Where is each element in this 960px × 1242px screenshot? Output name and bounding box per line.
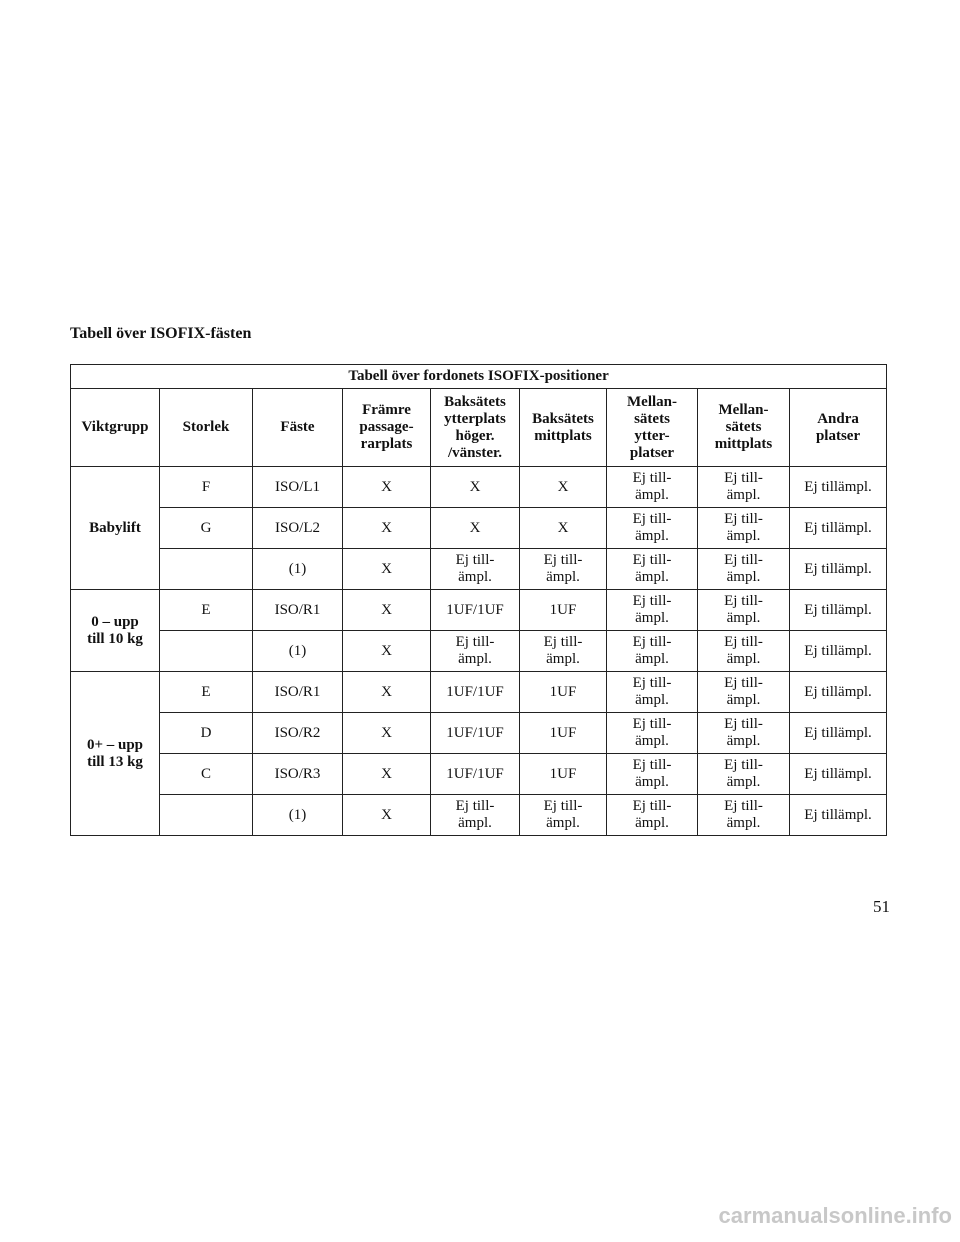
table-cell: E: [160, 672, 253, 713]
table-cell: Ej till- ämpl.: [698, 713, 790, 754]
table-cell: X: [343, 795, 431, 836]
column-header: Baksätets mittplats: [520, 389, 607, 467]
table-cell: Ej till- ämpl.: [607, 631, 698, 672]
table-row: [71, 467, 887, 508]
watermark-logo: carmanualsonline.info: [718, 1203, 952, 1228]
table-cell: G: [160, 508, 253, 549]
table-caption-row: [71, 365, 887, 389]
table-cell: Ej till- ämpl.: [607, 590, 698, 631]
table-cell: Ej till- ämpl.: [698, 631, 790, 672]
table-cell: X: [343, 549, 431, 590]
table-row: [71, 549, 887, 590]
table-header-row: [71, 389, 887, 467]
section-title: Tabell över ISOFIX-fästen: [70, 325, 252, 342]
table-cell: 1UF: [520, 713, 607, 754]
table-cell: 1UF: [520, 672, 607, 713]
table-cell: Ej till- ämpl.: [698, 467, 790, 508]
column-header: Baksätets ytterplats höger. /vänster.: [431, 389, 520, 467]
table-cell: D: [160, 713, 253, 754]
table-cell: [160, 795, 253, 836]
table-cell: Ej till- ämpl.: [698, 549, 790, 590]
table-cell: Ej till- ämpl.: [698, 795, 790, 836]
table-cell: Ej tillämpl.: [790, 508, 887, 549]
table-cell: X: [343, 631, 431, 672]
table-row: [71, 795, 887, 836]
table-cell: Ej tillämpl.: [790, 713, 887, 754]
table-cell: X: [343, 467, 431, 508]
table-cell: F: [160, 467, 253, 508]
table-cell: Ej till- ämpl.: [520, 549, 607, 590]
table-cell: X: [520, 508, 607, 549]
table-cell: X: [431, 508, 520, 549]
table-cell: Ej till- ämpl.: [607, 795, 698, 836]
table-cell: ISO/R1: [253, 672, 343, 713]
column-header: Storlek: [160, 389, 253, 467]
table-cell: Ej till- ämpl.: [607, 549, 698, 590]
table-cell: X: [343, 590, 431, 631]
table-cell: E: [160, 590, 253, 631]
table-cell: Ej till- ämpl.: [520, 795, 607, 836]
table-cell: X: [520, 467, 607, 508]
table-body: [71, 467, 887, 836]
table-cell: 1UF: [520, 590, 607, 631]
table-cell: ISO/R1: [253, 590, 343, 631]
table-cell: ISO/R2: [253, 713, 343, 754]
table-cell: C: [160, 754, 253, 795]
table-cell: 1UF/1UF: [431, 713, 520, 754]
isofix-positions-table: [70, 364, 887, 836]
table-cell: 1UF: [520, 754, 607, 795]
table-cell: Ej till- ämpl.: [698, 672, 790, 713]
table-cell: Ej till- ämpl.: [431, 549, 520, 590]
table-cell: Ej till- ämpl.: [607, 508, 698, 549]
table-caption: Tabell över fordonets ISOFIX-positioner: [71, 365, 887, 389]
table-cell: 1UF/1UF: [431, 590, 520, 631]
table-cell: ISO/R3: [253, 754, 343, 795]
table-row: [71, 631, 887, 672]
table-cell: Ej tillämpl.: [790, 631, 887, 672]
column-header: Främre passage- rarplats: [343, 389, 431, 467]
table-cell: Ej tillämpl.: [790, 467, 887, 508]
table-cell: Ej till- ämpl.: [607, 467, 698, 508]
table-cell: 1UF/1UF: [431, 754, 520, 795]
table-cell: X: [431, 467, 520, 508]
column-header: Mellan- sätets mittplats: [698, 389, 790, 467]
table-cell: Ej till- ämpl.: [520, 631, 607, 672]
table-cell: ISO/L1: [253, 467, 343, 508]
table-cell: Ej tillämpl.: [790, 590, 887, 631]
table-cell: ISO/L2: [253, 508, 343, 549]
table-cell: Ej till- ämpl.: [431, 795, 520, 836]
table-cell: 1UF/1UF: [431, 672, 520, 713]
table-cell: [160, 549, 253, 590]
table-cell: Ej till- ämpl.: [698, 590, 790, 631]
table-cell: Ej tillämpl.: [790, 754, 887, 795]
page-number: 51: [873, 897, 890, 916]
table-cell: Ej till- ämpl.: [431, 631, 520, 672]
table-row: [71, 590, 887, 631]
table-cell: X: [343, 713, 431, 754]
table-cell: X: [343, 672, 431, 713]
table-cell: Ej till- ämpl.: [607, 713, 698, 754]
table-row: [71, 754, 887, 795]
weight-group-cell: Babylift: [71, 467, 160, 590]
table-cell: Ej tillämpl.: [790, 672, 887, 713]
table-row: [71, 713, 887, 754]
table-head: [71, 365, 887, 467]
column-header: Fäste: [253, 389, 343, 467]
table-cell: X: [343, 508, 431, 549]
table-cell: Ej tillämpl.: [790, 549, 887, 590]
table-row: [71, 508, 887, 549]
table-row: [71, 672, 887, 713]
table-cell: (1): [253, 631, 343, 672]
weight-group-cell: 0 – upp till 10 kg: [71, 590, 160, 672]
table-cell: Ej till- ämpl.: [698, 508, 790, 549]
column-header: Viktgrupp: [71, 389, 160, 467]
table-cell: [160, 631, 253, 672]
table-cell: (1): [253, 795, 343, 836]
column-header: Andra platser: [790, 389, 887, 467]
weight-group-cell: 0+ – upp till 13 kg: [71, 672, 160, 836]
table-cell: Ej tillämpl.: [790, 795, 887, 836]
table-cell: Ej till- ämpl.: [607, 754, 698, 795]
table-cell: X: [343, 754, 431, 795]
table-cell: (1): [253, 549, 343, 590]
table-cell: Ej till- ämpl.: [698, 754, 790, 795]
column-header: Mellan- sätets ytter- platser: [607, 389, 698, 467]
table-cell: Ej till- ämpl.: [607, 672, 698, 713]
